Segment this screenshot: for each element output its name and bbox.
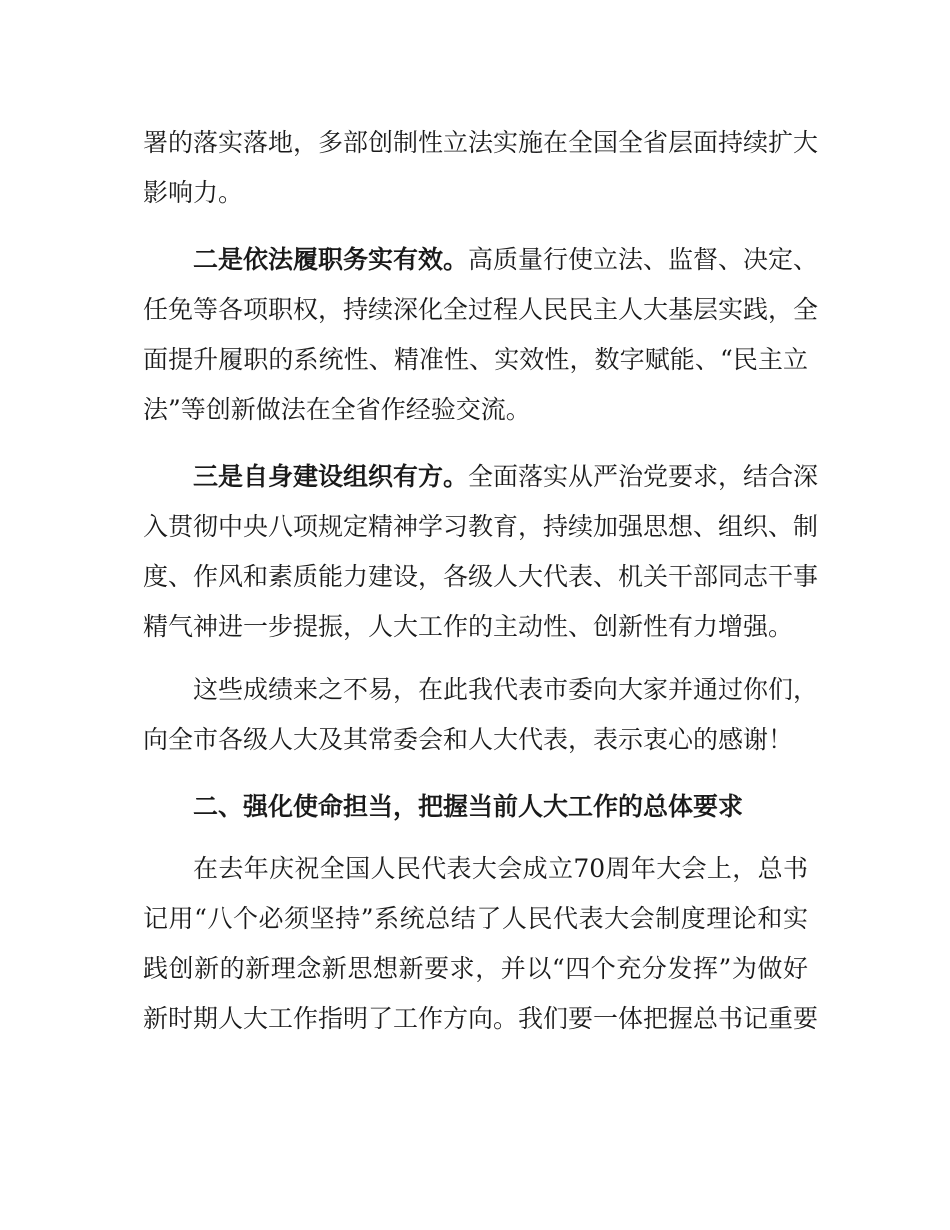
- paragraph-4-line-2: 向全市各级人大及其常委会和人大代表，表示衷心的感谢！: [143, 725, 794, 754]
- paragraph-5-line-2: 记用“八个必须坚持”系统总结了人民代表大会制度理论和实: [143, 904, 808, 933]
- paragraph-2-line-4: 法”等创新做法在全省作经验交流。: [143, 395, 531, 424]
- paragraph-3-lead: 三是自身建设组织有方。: [193, 462, 469, 491]
- paragraph-4-line-1: 这些成绩来之不易，在此我代表市委向大家并通过你们，: [193, 675, 819, 704]
- paragraph-2-line-1: [193, 240, 819, 280]
- section-heading: 二、强化使命担当，把握当前人大工作的总体要求: [193, 792, 744, 821]
- paragraph-3-line-3: 度、作风和素质能力建设，各级人大代表、机关干部同志干事: [143, 562, 819, 591]
- paragraph-5-line-3: 践创新的新理念新思想新要求，并以“四个充分发挥”为做好: [143, 954, 808, 983]
- paragraph-1-line-1: 署的落实落地，多部创制性立法实施在全国全省层面持续扩大: [143, 128, 819, 157]
- paragraph-3-line-4: 精气神进一步提振，人大工作的主动性、创新性有力增强。: [143, 612, 794, 641]
- paragraph-2-lead: 二是依法履职务实有效。: [193, 245, 469, 274]
- paragraph-3-line-1-text: 全面落实从严治党要求，结合深: [468, 462, 819, 491]
- paragraph-3-line-2: 入贯彻中央八项规定精神学习教育，持续加强思想、组织、制: [143, 512, 819, 541]
- paragraph-2-line-3: 面提升履职的系统性、精准性、实效性，数字赋能、“民主立: [143, 345, 808, 374]
- paragraph-5-line-4: 新时期人大工作指明了工作方向。我们要一体把握总书记重要: [143, 1004, 819, 1033]
- paragraph-2-line-2: 任免等各项职权，持续深化全过程人民民主人大基层实践，全: [143, 295, 819, 324]
- paragraph-2-line-1-text: 高质量行使立法、监督、决定、: [468, 245, 819, 274]
- paragraph-3-line-1: [193, 457, 819, 497]
- paragraph-1-line-2: 影响力。: [143, 178, 244, 207]
- paragraph-5-line-1: 在去年庆祝全国人民代表大会成立70周年大会上，总书: [193, 854, 808, 883]
